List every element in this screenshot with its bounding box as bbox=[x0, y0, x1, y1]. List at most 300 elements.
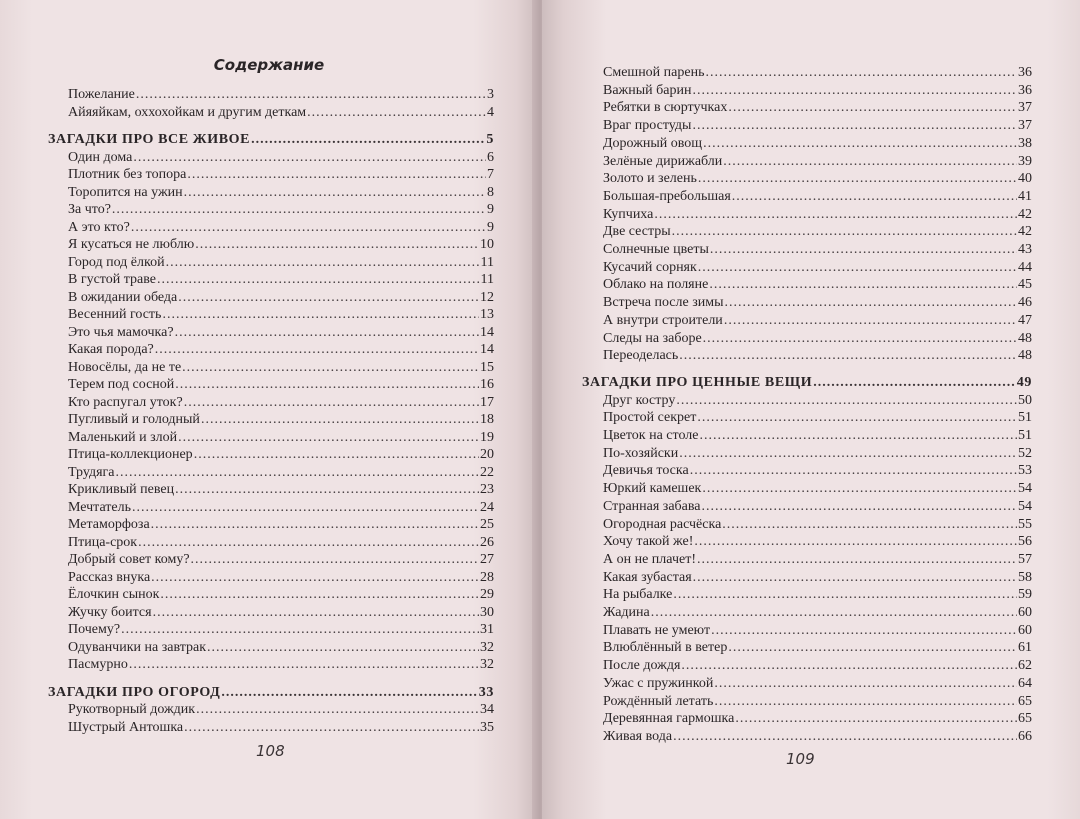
toc-entry-title: Айяяйкам, оххохойкам и другим деткам bbox=[68, 104, 307, 120]
toc-entry bbox=[603, 99, 1032, 117]
toc-entry bbox=[68, 359, 494, 377]
toc-entry bbox=[603, 392, 1032, 410]
toc-section-heading bbox=[48, 684, 494, 702]
toc-entry bbox=[68, 306, 494, 324]
toc-leader-dots bbox=[207, 639, 479, 657]
toc-entry bbox=[603, 223, 1032, 241]
toc-entry-title: Важный барин bbox=[603, 82, 692, 98]
left-page bbox=[0, 0, 538, 819]
toc-entry bbox=[68, 219, 494, 237]
toc-entry-title: Купчиха bbox=[603, 206, 654, 222]
toc-leader-dots bbox=[654, 206, 1017, 224]
toc-entry-title: Девичья тоска bbox=[603, 463, 689, 479]
toc-page-number: 23 bbox=[480, 482, 494, 497]
toc-page-number: 65 bbox=[1018, 693, 1032, 709]
toc-entry-title: А это кто? bbox=[68, 219, 130, 235]
toc-entry-title: Птица-коллекционер bbox=[68, 447, 193, 462]
toc-entry-title: Простой секрет bbox=[603, 410, 697, 426]
toc-entry bbox=[603, 551, 1032, 569]
toc-entry bbox=[68, 604, 494, 622]
toc-page-number: 8 bbox=[487, 184, 494, 200]
toc-entry-title: Живая вода bbox=[603, 728, 673, 744]
toc-entry bbox=[603, 188, 1032, 206]
toc-leader-dots bbox=[725, 294, 1017, 312]
toc-title: Содержание bbox=[213, 56, 325, 74]
toc-entry bbox=[603, 427, 1032, 445]
toc-entry bbox=[603, 533, 1032, 551]
toc-entry bbox=[603, 657, 1032, 675]
toc-page-number: 65 bbox=[1018, 711, 1032, 727]
toc-leader-dots bbox=[133, 149, 486, 167]
toc-entry bbox=[603, 294, 1032, 312]
toc-leader-dots bbox=[196, 701, 479, 719]
toc-entry bbox=[603, 276, 1032, 294]
toc-entry-title: В густой траве bbox=[68, 272, 156, 287]
toc-page-number: 26 bbox=[480, 534, 494, 550]
toc-leader-dots bbox=[115, 464, 479, 482]
toc-entry bbox=[68, 656, 494, 674]
toc-entry bbox=[603, 622, 1032, 640]
toc-entry bbox=[68, 516, 494, 534]
toc-entry bbox=[603, 586, 1032, 604]
toc-leader-dots bbox=[201, 411, 479, 429]
toc-entry bbox=[603, 639, 1032, 657]
toc-entry-title: Влюблённый в ветер bbox=[603, 640, 728, 656]
toc-leader-dots bbox=[692, 82, 1017, 100]
toc-leader-dots bbox=[697, 551, 1017, 569]
toc-entry-title: По-хозяйски bbox=[603, 445, 679, 461]
toc-entry bbox=[68, 394, 494, 412]
toc-entry-title: Город под ёлкой bbox=[68, 254, 165, 270]
toc-page-number: 43 bbox=[1018, 242, 1032, 257]
toc-entry-title: ЗАГАДКИ ПРО ЦЕННЫЕ ВЕЩИ bbox=[582, 374, 813, 390]
toc-entry-title: Терем под сосной bbox=[68, 377, 175, 392]
toc-entry bbox=[68, 569, 494, 587]
toc-page-number: 24 bbox=[480, 499, 494, 515]
toc-entry bbox=[68, 376, 494, 394]
toc-leader-dots bbox=[813, 374, 1016, 392]
toc-entry bbox=[68, 149, 494, 167]
toc-entry bbox=[603, 604, 1032, 622]
toc-page-number: 5 bbox=[486, 132, 494, 147]
toc-entry-title: Ужас с пружинкой bbox=[603, 675, 714, 691]
toc-page-number: 54 bbox=[1018, 481, 1032, 497]
toc-entry-title: Рукотворный дождик bbox=[68, 702, 196, 717]
toc-leader-dots bbox=[709, 276, 1017, 294]
toc-entry-title: Жадина bbox=[603, 605, 650, 620]
toc-page-number: 3 bbox=[487, 87, 494, 102]
toc-entry bbox=[603, 170, 1032, 188]
toc-entry bbox=[603, 693, 1032, 711]
toc-page-number: 20 bbox=[480, 447, 494, 462]
toc-page-number: 42 bbox=[1018, 206, 1032, 222]
toc-leader-dots bbox=[166, 254, 480, 272]
toc-page-number: 40 bbox=[1018, 171, 1032, 187]
toc-page-number: 50 bbox=[1018, 392, 1032, 408]
toc-entry bbox=[68, 254, 494, 272]
toc-page-number: 57 bbox=[1018, 551, 1032, 567]
toc-entry-title: Один дома bbox=[68, 149, 133, 165]
toc-entry bbox=[68, 289, 494, 307]
toc-entry bbox=[603, 347, 1032, 365]
toc-leader-dots bbox=[693, 569, 1017, 587]
toc-page-number: 36 bbox=[1018, 65, 1032, 80]
toc-leader-dots bbox=[129, 656, 479, 674]
toc-entry-title: На рыбалке bbox=[603, 587, 673, 603]
toc-entry-title: Шустрый Антошка bbox=[68, 719, 184, 735]
toc-page-number: 22 bbox=[480, 464, 494, 480]
toc-entry bbox=[603, 675, 1032, 693]
toc-entry bbox=[68, 446, 494, 464]
toc-leader-dots bbox=[136, 86, 486, 104]
toc-leader-dots bbox=[194, 446, 479, 464]
toc-page-number: 62 bbox=[1018, 658, 1032, 674]
toc-page-number: 6 bbox=[487, 149, 494, 165]
toc-leader-dots bbox=[702, 498, 1017, 516]
toc-entry-title: ЗАГАДКИ ПРО ОГОРОД bbox=[48, 684, 221, 700]
toc-leader-dots bbox=[692, 117, 1017, 135]
toc-entry-title: Какая порода? bbox=[68, 342, 154, 357]
toc-page-number: 60 bbox=[1018, 605, 1032, 620]
toc-leader-dots bbox=[151, 569, 479, 587]
toc-page-number: 56 bbox=[1018, 534, 1032, 550]
toc-leader-dots bbox=[698, 259, 1017, 277]
toc-leader-dots bbox=[153, 604, 479, 622]
toc-entry-title: А внутри строители bbox=[603, 312, 723, 328]
toc-page-number: 60 bbox=[1018, 622, 1032, 638]
toc-page-number: 42 bbox=[1018, 224, 1032, 240]
toc-page-number: 27 bbox=[480, 552, 494, 567]
toc-entry bbox=[68, 551, 494, 569]
toc-entry bbox=[603, 117, 1032, 135]
toc-entry-title: Маленький и злой bbox=[68, 429, 178, 445]
toc-entry bbox=[68, 201, 494, 219]
toc-leader-dots bbox=[728, 99, 1017, 117]
toc-entry-title: Птица-срок bbox=[68, 534, 138, 550]
toc-entry-title: Метаморфоза bbox=[68, 517, 150, 532]
toc-page-number: 32 bbox=[480, 639, 494, 655]
toc-entry bbox=[68, 341, 494, 359]
toc-page-number: 66 bbox=[1018, 728, 1032, 744]
toc-entry bbox=[68, 104, 494, 122]
toc-page-number: 45 bbox=[1018, 277, 1032, 293]
toc-entry-title: Смешной парень bbox=[603, 65, 705, 80]
toc-entry bbox=[68, 86, 494, 104]
toc-page-number: 64 bbox=[1018, 675, 1032, 691]
toc-page-number: 37 bbox=[1018, 118, 1032, 134]
toc-entry bbox=[603, 710, 1032, 728]
toc-entry-title: Жучку боится bbox=[68, 604, 152, 620]
toc-entry-title: Следы на заборе bbox=[603, 330, 702, 346]
toc-page-number: 61 bbox=[1018, 640, 1032, 656]
toc-entry-title: Ёлочкин сынок bbox=[68, 587, 160, 602]
toc-page-number: 39 bbox=[1018, 153, 1032, 169]
toc-entry-title: Огородная расчёска bbox=[603, 516, 722, 532]
toc-entry bbox=[603, 569, 1032, 587]
toc-entry-title: Переоделась bbox=[603, 348, 679, 364]
toc-entry-title: Друг костру bbox=[603, 392, 676, 408]
toc-leader-dots bbox=[694, 533, 1017, 551]
toc-page-number: 30 bbox=[480, 604, 494, 620]
toc-entry-title: Весенний гость bbox=[68, 307, 162, 322]
toc-leader-dots bbox=[184, 184, 486, 202]
toc-page-number: 54 bbox=[1018, 498, 1032, 514]
toc-entry bbox=[603, 135, 1032, 153]
toc-page-number: 14 bbox=[480, 324, 494, 340]
toc-leader-dots bbox=[722, 516, 1017, 534]
toc-leader-dots bbox=[724, 312, 1017, 330]
toc-entry bbox=[603, 153, 1032, 171]
right-page bbox=[542, 0, 1080, 819]
toc-leader-dots bbox=[690, 462, 1017, 480]
toc-leader-dots bbox=[735, 710, 1017, 728]
toc-entry-title: Странная забава bbox=[603, 498, 701, 514]
toc-entry-title: Плавать не умеют bbox=[603, 622, 711, 638]
toc-leader-dots bbox=[195, 236, 479, 254]
toc-leader-dots bbox=[131, 219, 486, 237]
right-page-number: 109 bbox=[786, 750, 815, 768]
toc-page-number: 16 bbox=[480, 377, 494, 392]
toc-page-number: 11 bbox=[480, 254, 494, 270]
toc-page-number: 52 bbox=[1018, 445, 1032, 461]
toc-leader-dots bbox=[676, 392, 1017, 410]
toc-entry-title: Мечтатель bbox=[68, 499, 132, 515]
toc-entry-title: Я кусаться не люблю bbox=[68, 237, 195, 252]
toc-entry bbox=[68, 184, 494, 202]
toc-leader-dots bbox=[698, 170, 1017, 188]
toc-leader-dots bbox=[112, 201, 486, 219]
toc-page-number: 10 bbox=[480, 237, 494, 252]
toc-entry-title: В ожидании обеда bbox=[68, 289, 178, 305]
toc-leader-dots bbox=[155, 341, 479, 359]
toc-leader-dots bbox=[151, 516, 479, 534]
toc-leader-dots bbox=[702, 480, 1017, 498]
toc-entry-title: Крикливый певец bbox=[68, 482, 175, 497]
toc-page-number: 48 bbox=[1018, 348, 1032, 364]
toc-page-number: 15 bbox=[480, 359, 494, 375]
toc-leader-dots bbox=[175, 376, 479, 394]
toc-page-number: 31 bbox=[480, 622, 494, 637]
toc-page-number: 14 bbox=[480, 342, 494, 357]
toc-page-number: 49 bbox=[1016, 374, 1032, 390]
toc-leader-dots bbox=[182, 359, 479, 377]
toc-entry-title: Хочу такой же! bbox=[603, 534, 694, 550]
toc-page-number: 18 bbox=[480, 412, 494, 427]
toc-page-number: 35 bbox=[480, 719, 494, 735]
toc-entry bbox=[68, 324, 494, 342]
toc-leader-dots bbox=[679, 445, 1017, 463]
toc-page-number: 7 bbox=[487, 167, 494, 182]
toc-entry-title: ЗАГАДКИ ПРО ВСЕ ЖИВОЕ bbox=[48, 132, 251, 147]
toc-leader-dots bbox=[121, 621, 479, 639]
toc-leader-dots bbox=[679, 347, 1017, 365]
toc-entry-title: А он не плачет! bbox=[603, 551, 696, 567]
toc-entry-title: Одуванчики на завтрак bbox=[68, 639, 207, 655]
toc-leader-dots bbox=[732, 188, 1017, 206]
toc-entry-title: Зелёные дирижабли bbox=[603, 153, 723, 169]
toc-entry-title: Золото и зелень bbox=[603, 171, 697, 187]
toc-leader-dots bbox=[705, 64, 1017, 82]
toc-entry bbox=[603, 330, 1032, 348]
toc-page-number: 28 bbox=[480, 569, 494, 585]
toc-leader-dots bbox=[251, 131, 485, 149]
toc-entry-title: За что? bbox=[68, 202, 111, 217]
toc-entry bbox=[68, 499, 494, 517]
toc-entry bbox=[68, 236, 494, 254]
toc-page-number: 51 bbox=[1018, 410, 1032, 426]
toc-page-number: 37 bbox=[1018, 100, 1032, 116]
toc-page-number: 36 bbox=[1018, 82, 1032, 98]
toc-entry-title: Плотник без топора bbox=[68, 167, 187, 182]
toc-leader-dots bbox=[723, 153, 1017, 171]
toc-entry-title: Солнечные цветы bbox=[603, 242, 709, 257]
toc-leader-dots bbox=[175, 324, 479, 342]
toc-leader-dots bbox=[714, 675, 1017, 693]
toc-leader-dots bbox=[160, 586, 479, 604]
toc-page-number: 55 bbox=[1018, 516, 1032, 532]
toc-page-number: 13 bbox=[480, 307, 494, 322]
toc-page-number: 9 bbox=[487, 219, 494, 235]
toc-page-number: 53 bbox=[1018, 463, 1032, 479]
toc-leader-dots bbox=[178, 429, 479, 447]
toc-leader-dots bbox=[728, 639, 1017, 657]
toc-entry-title: Кусачий сорняк bbox=[603, 259, 697, 275]
toc-entry-title: Трудяга bbox=[68, 464, 115, 480]
toc-entry bbox=[603, 462, 1032, 480]
toc-entry bbox=[603, 241, 1032, 259]
toc-leader-dots bbox=[681, 657, 1017, 675]
toc-page-number: 38 bbox=[1018, 135, 1032, 151]
toc-page-number: 46 bbox=[1018, 295, 1032, 311]
toc-entry-title: Пожелание bbox=[68, 87, 135, 102]
toc-entry-title: Кто распугал уток? bbox=[68, 394, 183, 410]
toc-entry bbox=[68, 411, 494, 429]
toc-entry bbox=[603, 445, 1032, 463]
toc-leader-dots bbox=[184, 719, 479, 737]
toc-leader-dots bbox=[710, 241, 1017, 259]
toc-page-number: 47 bbox=[1018, 312, 1032, 328]
toc-entry-title: После дождя bbox=[603, 658, 681, 674]
toc-entry bbox=[68, 166, 494, 184]
toc-entry-title: Почему? bbox=[68, 622, 121, 637]
toc-page-number: 51 bbox=[1018, 428, 1032, 443]
toc-leader-dots bbox=[673, 586, 1017, 604]
toc-entry-title: Какая зубастая bbox=[603, 569, 692, 585]
toc-entry bbox=[68, 701, 494, 719]
toc-leader-dots bbox=[673, 728, 1017, 746]
toc-entry bbox=[603, 409, 1032, 427]
toc-entry-title: Ребятки в сюртучках bbox=[603, 100, 728, 116]
toc-entry bbox=[603, 498, 1032, 516]
toc-entry-title: Облако на поляне bbox=[603, 277, 709, 293]
toc-page-number: 48 bbox=[1018, 330, 1032, 346]
toc-entry-title: Встреча после зимы bbox=[603, 295, 724, 311]
toc-entry-title: Враг простуды bbox=[603, 118, 692, 134]
toc-entry-title: Пугливый и голодный bbox=[68, 412, 200, 427]
toc-page-number: 41 bbox=[1018, 188, 1032, 204]
toc-leader-dots bbox=[672, 223, 1017, 241]
toc-leader-dots bbox=[157, 271, 480, 289]
toc-entry-title: Добрый совет кому? bbox=[68, 552, 190, 567]
toc-leader-dots bbox=[138, 534, 479, 552]
toc-entry-title: Две сестры bbox=[603, 224, 671, 240]
toc-entry bbox=[68, 271, 494, 289]
toc-entry bbox=[68, 586, 494, 604]
toc-leader-dots bbox=[184, 394, 479, 412]
toc-page-number: 9 bbox=[487, 202, 494, 217]
toc-entry bbox=[603, 516, 1032, 534]
toc-entry-title: Юркий камешек bbox=[603, 481, 702, 497]
toc-leader-dots bbox=[714, 693, 1017, 711]
toc-page-number: 25 bbox=[480, 517, 494, 532]
toc-entry bbox=[603, 312, 1032, 330]
toc-entry bbox=[68, 534, 494, 552]
toc-entry-title: Рождённый летать bbox=[603, 693, 714, 709]
toc-leader-dots bbox=[191, 551, 479, 569]
toc-entry bbox=[603, 728, 1032, 746]
toc-leader-dots bbox=[132, 499, 479, 517]
toc-entry-title: Пасмурно bbox=[68, 657, 128, 672]
toc-leader-dots bbox=[697, 409, 1017, 427]
toc-entry bbox=[68, 464, 494, 482]
toc-leader-dots bbox=[162, 306, 479, 324]
toc-entry bbox=[68, 639, 494, 657]
toc-leader-dots bbox=[651, 604, 1017, 622]
toc-entry-title: Большая-пребольшая bbox=[603, 188, 731, 204]
toc-page-number: 34 bbox=[480, 702, 494, 717]
toc-entry bbox=[603, 259, 1032, 277]
toc-section-heading bbox=[582, 374, 1032, 392]
toc-page-number: 4 bbox=[487, 104, 494, 120]
toc-page-number: 11 bbox=[480, 272, 494, 287]
toc-entry-title: Торопится на ужин bbox=[68, 184, 183, 200]
toc-leader-dots bbox=[307, 104, 486, 122]
toc-page-number: 12 bbox=[480, 289, 494, 305]
toc-page-number: 19 bbox=[480, 429, 494, 445]
toc-entry-title: Деревянная гармошка bbox=[603, 711, 735, 727]
toc-leader-dots bbox=[178, 289, 479, 307]
toc-leader-dots bbox=[221, 684, 477, 702]
toc-leader-dots bbox=[175, 481, 479, 499]
toc-page-number: 59 bbox=[1018, 587, 1032, 603]
toc-entry-title: Дорожный овощ bbox=[603, 135, 703, 151]
toc-entry bbox=[603, 480, 1032, 498]
toc-leader-dots bbox=[711, 622, 1017, 640]
toc-entry bbox=[603, 206, 1032, 224]
toc-page-number: 33 bbox=[478, 684, 494, 700]
toc-entry-title: Цветок на столе bbox=[603, 428, 699, 443]
toc-section-heading bbox=[48, 131, 494, 149]
toc-entry-title: Новосёлы, да не те bbox=[68, 359, 182, 375]
toc-leader-dots bbox=[699, 427, 1017, 445]
toc-page-number: 29 bbox=[480, 587, 494, 602]
toc-leader-dots bbox=[703, 135, 1017, 153]
toc-entry bbox=[68, 621, 494, 639]
toc-entry bbox=[603, 82, 1032, 100]
toc-entry-title: Это чья мамочка? bbox=[68, 324, 174, 340]
toc-leader-dots bbox=[703, 330, 1017, 348]
toc-page-number: 32 bbox=[480, 657, 494, 672]
toc-entry bbox=[603, 64, 1032, 82]
toc-page-number: 44 bbox=[1018, 259, 1032, 275]
toc-page-number: 17 bbox=[480, 394, 494, 410]
toc-leader-dots bbox=[187, 166, 486, 184]
toc-entry-title: Рассказ внука bbox=[68, 569, 151, 585]
toc-page-number: 58 bbox=[1018, 569, 1032, 585]
toc-entry bbox=[68, 481, 494, 499]
toc-entry bbox=[68, 719, 494, 737]
left-page-number: 108 bbox=[256, 742, 285, 760]
